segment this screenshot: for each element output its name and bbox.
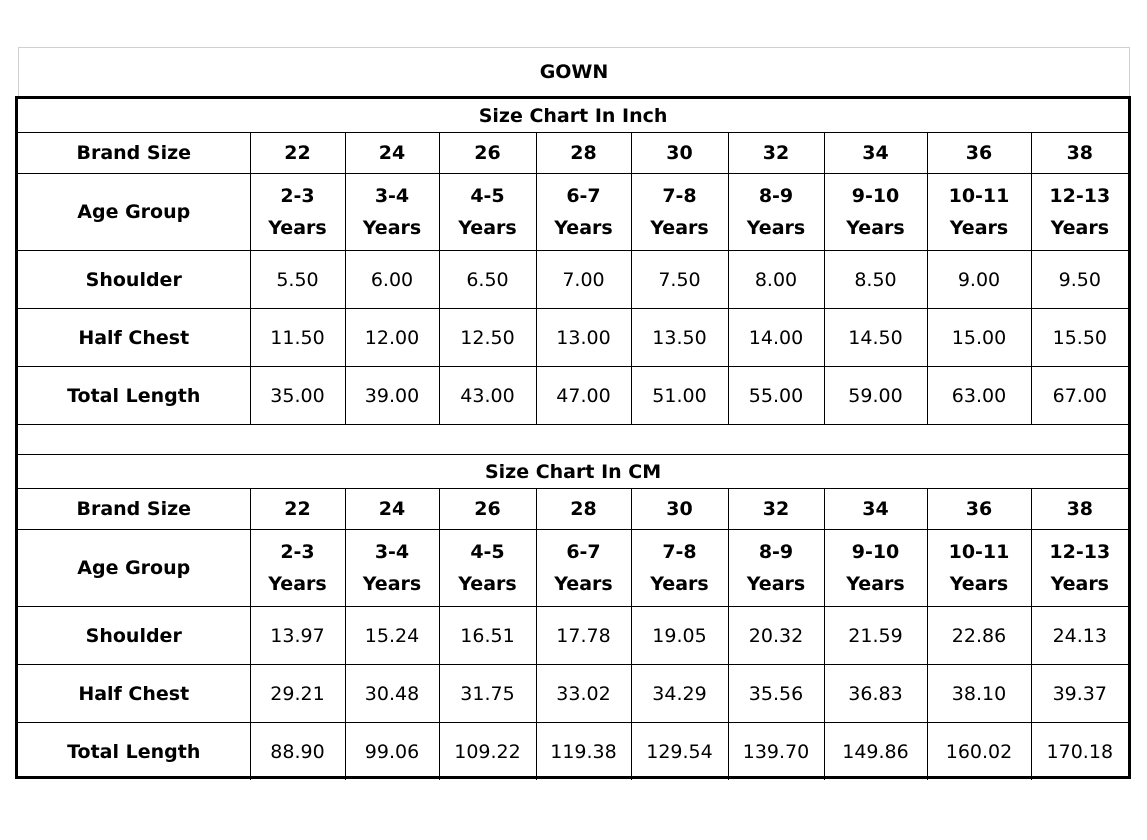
row-label: Total Length [18, 367, 250, 425]
row-label: Brand Size [18, 489, 250, 530]
table-row [18, 530, 1128, 607]
row-label: Age Group [18, 174, 250, 251]
measurement-cell: 38.10 [927, 665, 1031, 723]
age-group-cell [250, 530, 345, 607]
measurement-cell: 17.78 [536, 607, 631, 665]
age-group-line: 2-3 [280, 185, 315, 207]
measurement-cell: 63.00 [927, 367, 1031, 425]
brand-size-cell: 28 [536, 133, 631, 174]
age-group-line: 4-5 [470, 541, 505, 563]
brand-size-cell: 38 [1031, 133, 1128, 174]
brand-size-cell: 28 [536, 489, 631, 530]
row-label: Half Chest [18, 665, 250, 723]
measurement-cell: 8.50 [824, 251, 927, 309]
measurement-cell: 6.50 [439, 251, 536, 309]
age-group-cell [728, 174, 824, 251]
measurement-cell: 14.50 [824, 309, 927, 367]
age-group-line: 7-8 [662, 185, 697, 207]
age-group-line: Years [949, 217, 1009, 239]
age-group-line: Years [949, 573, 1009, 595]
table-row [18, 251, 1128, 309]
age-group-cell [536, 530, 631, 607]
age-group-line: 2-3 [280, 541, 315, 563]
row-label: Shoulder [18, 251, 250, 309]
brand-size-cell: 24 [345, 489, 439, 530]
measurement-cell: 36.83 [824, 665, 927, 723]
measurement-cell: 33.02 [536, 665, 631, 723]
age-group-line: Years [554, 573, 613, 595]
measurement-cell: 67.00 [1031, 367, 1128, 425]
measurement-cell: 59.00 [824, 367, 927, 425]
section-heading: Size Chart In CM [18, 455, 1128, 489]
age-group-line: 6-7 [566, 185, 601, 207]
measurement-cell: 15.24 [345, 607, 439, 665]
age-group-line: 4-5 [470, 185, 505, 207]
row-label: Total Length [18, 723, 250, 781]
age-group-line: Years [746, 217, 806, 239]
table-row [18, 665, 1128, 723]
brand-size-cell: 26 [439, 489, 536, 530]
row-label: Brand Size [18, 133, 250, 174]
inch-size-table [18, 99, 1128, 424]
measurement-cell: 14.00 [728, 309, 824, 367]
age-group-line: Years [554, 217, 613, 239]
measurement-cell: 20.32 [728, 607, 824, 665]
age-group-cell [345, 530, 439, 607]
table-row [18, 367, 1128, 425]
age-group-line: 12-13 [1049, 541, 1111, 563]
brand-size-cell: 22 [250, 489, 345, 530]
measurement-cell: 16.51 [439, 607, 536, 665]
age-group-line: Years [650, 573, 709, 595]
measurement-cell: 13.50 [631, 309, 728, 367]
measurement-cell: 24.13 [1031, 607, 1128, 665]
measurement-cell: 139.70 [728, 723, 824, 781]
table-row [18, 607, 1128, 665]
measurement-cell: 15.50 [1031, 309, 1128, 367]
age-group-line: 6-7 [566, 541, 601, 563]
measurement-cell: 7.50 [631, 251, 728, 309]
measurement-cell: 8.00 [728, 251, 824, 309]
brand-size-cell: 34 [824, 489, 927, 530]
measurement-cell: 12.00 [345, 309, 439, 367]
table-row [18, 489, 1128, 530]
brand-size-cell: 36 [927, 133, 1031, 174]
age-group-cell [1031, 174, 1128, 251]
measurement-cell: 5.50 [250, 251, 345, 309]
age-group-cell [824, 530, 927, 607]
age-group-cell [631, 530, 728, 607]
age-group-line: Years [650, 217, 709, 239]
measurement-cell: 13.97 [250, 607, 345, 665]
age-group-line: Years [268, 217, 327, 239]
measurement-cell: 51.00 [631, 367, 728, 425]
brand-size-cell: 30 [631, 133, 728, 174]
age-group-line: 9-10 [851, 185, 900, 207]
age-group-line: 10-11 [948, 185, 1010, 207]
age-group-line: 3-4 [374, 541, 410, 563]
measurement-cell: 47.00 [536, 367, 631, 425]
age-group-line: Years [268, 573, 327, 595]
brand-size-cell: 22 [250, 133, 345, 174]
measurement-cell: 35.56 [728, 665, 824, 723]
brand-size-cell: 32 [728, 133, 824, 174]
measurement-cell: 88.90 [250, 723, 345, 781]
table-row [18, 133, 1128, 174]
cm-size-table [18, 455, 1128, 780]
measurement-cell: 34.29 [631, 665, 728, 723]
row-label: Half Chest [18, 309, 250, 367]
measurement-cell: 39.00 [345, 367, 439, 425]
age-group-cell [728, 530, 824, 607]
brand-size-cell: 26 [439, 133, 536, 174]
age-group-cell [824, 174, 927, 251]
row-label: Age Group [18, 530, 250, 607]
age-group-line: 7-8 [662, 541, 697, 563]
table-row [18, 309, 1128, 367]
chart-title: GOWN [18, 47, 1130, 96]
age-group-cell [927, 174, 1031, 251]
age-group-line: 8-9 [758, 185, 794, 207]
measurement-cell: 119.38 [536, 723, 631, 781]
row-label: Shoulder [18, 607, 250, 665]
measurement-cell: 12.50 [439, 309, 536, 367]
table-row [18, 723, 1128, 781]
age-group-line: Years [746, 573, 806, 595]
age-group-line: Years [362, 217, 422, 239]
brand-size-cell: 30 [631, 489, 728, 530]
age-group-cell [250, 174, 345, 251]
age-group-cell [536, 174, 631, 251]
brand-size-cell: 36 [927, 489, 1031, 530]
age-group-line: Years [458, 573, 517, 595]
age-group-line: 10-11 [948, 541, 1010, 563]
measurement-cell: 129.54 [631, 723, 728, 781]
age-group-cell [439, 530, 536, 607]
measurement-cell: 21.59 [824, 607, 927, 665]
age-group-line: Years [1050, 217, 1110, 239]
age-group-line: Years [458, 217, 517, 239]
age-group-line: Years [846, 573, 905, 595]
measurement-cell: 39.37 [1031, 665, 1128, 723]
brand-size-cell: 32 [728, 489, 824, 530]
measurement-cell: 35.00 [250, 367, 345, 425]
measurement-cell: 149.86 [824, 723, 927, 781]
measurement-cell: 19.05 [631, 607, 728, 665]
brand-size-cell: 34 [824, 133, 927, 174]
measurement-cell: 160.02 [927, 723, 1031, 781]
measurement-cell: 55.00 [728, 367, 824, 425]
age-group-line: Years [846, 217, 905, 239]
measurement-cell: 15.00 [927, 309, 1031, 367]
section-spacer [18, 424, 1128, 455]
brand-size-cell: 38 [1031, 489, 1128, 530]
section-heading: Size Chart In Inch [18, 99, 1128, 133]
measurement-cell: 29.21 [250, 665, 345, 723]
measurement-cell: 31.75 [439, 665, 536, 723]
brand-size-cell: 24 [345, 133, 439, 174]
measurement-cell: 9.00 [927, 251, 1031, 309]
measurement-cell: 13.00 [536, 309, 631, 367]
age-group-cell [1031, 530, 1128, 607]
measurement-cell: 109.22 [439, 723, 536, 781]
age-group-line: 3-4 [374, 185, 410, 207]
measurement-cell: 7.00 [536, 251, 631, 309]
table-row [18, 174, 1128, 251]
age-group-line: 8-9 [758, 541, 794, 563]
measurement-cell: 99.06 [345, 723, 439, 781]
measurement-cell: 30.48 [345, 665, 439, 723]
age-group-line: Years [362, 573, 422, 595]
age-group-line: 9-10 [851, 541, 900, 563]
age-group-cell [345, 174, 439, 251]
measurement-cell: 11.50 [250, 309, 345, 367]
size-chart-container [15, 96, 1131, 779]
age-group-line: 12-13 [1049, 185, 1111, 207]
age-group-cell [927, 530, 1031, 607]
age-group-line: Years [1050, 573, 1109, 595]
age-group-cell [631, 174, 728, 251]
measurement-cell: 9.50 [1031, 251, 1128, 309]
age-group-cell [439, 174, 536, 251]
measurement-cell: 22.86 [927, 607, 1031, 665]
measurement-cell: 43.00 [439, 367, 536, 425]
measurement-cell: 6.00 [345, 251, 439, 309]
measurement-cell: 170.18 [1031, 723, 1128, 781]
